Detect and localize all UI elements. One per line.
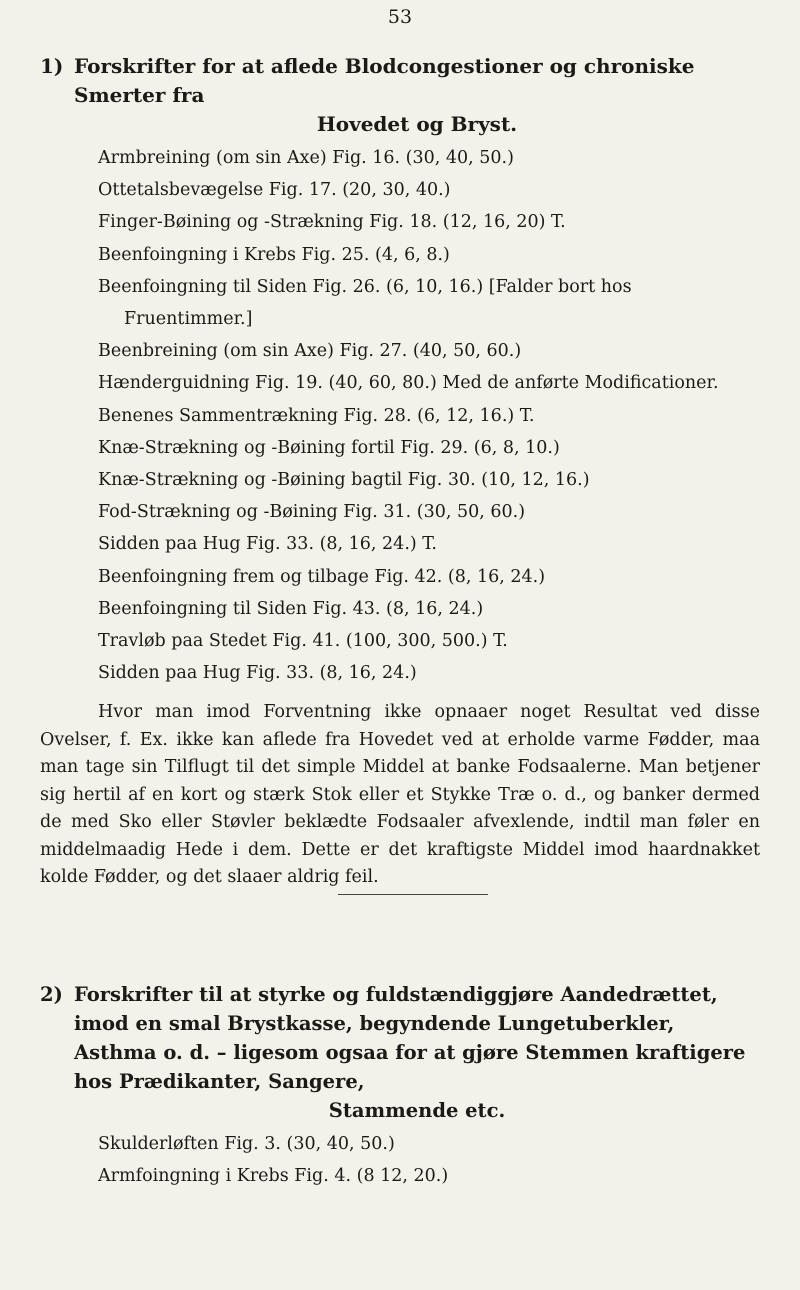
section-divider <box>338 894 488 895</box>
exercise-entry: Knæ-Strækning og -Bøining bagtil Fig. 30. (10, 12, 16.) <box>98 470 590 491</box>
exercise-entry: Finger-Bøining og -Strækning Fig. 18. (12, 16, 20) T. <box>98 212 566 233</box>
exercise-entry: Armbreining (om sin Axe) Fig. 16. (30, 40, 50.) <box>98 148 514 168</box>
section-2-heading <box>40 980 760 1125</box>
exercise-entry: Ottetalsbevægelse Fig. 17. (20, 30, 40.) <box>98 180 451 201</box>
body-paragraph: Hvor man imod Forventning ikke opnaaer noget Resultat ved disse Ovelser, f. Ex. ikke kan aflede fra Hovedet ved at erholde varme Fødder, maa man tage sin Tilflugt til det simple Middel at banke Fodsaalerne. Man betjener sig hertil af en kort og stærk Stok eller et Stykke Træ o. d., og banker dermed de med Sko eller Støvler beklædte Fodsaaler afvexlende, indtil man føler en middelmaadig Hede i dem. Dette er det kraftigste Middel imod haardnakket kolde Fødder, og det slaaer aldrig feil. <box>40 702 760 888</box>
section-1-heading <box>40 52 760 139</box>
exercise-entry: Beenfoingning til Siden Fig. 26. (6, 10, 16.) [Falder bort hos Fruentimmer.] <box>98 276 632 330</box>
section-2-title-continued: Stammende etc. <box>328 1099 506 1122</box>
section-1-number: 1) <box>40 54 64 78</box>
exercise-list <box>98 142 760 689</box>
exercise-entry: Skulderløften Fig. 3. (30, 40, 50.) <box>98 1134 395 1154</box>
page-number: 53 <box>387 6 413 28</box>
exercise-entry: Beenfoingning frem og tilbage Fig. 42. (8, 16, 24.) <box>98 566 546 587</box>
section-2-title: Forskrifter til at styrke og fuldstændiggjøre Aandedrættet, imod en smal Brystkasse, begyndende Lungetuberkler, Asthma o. d. – ligesom ogsaa for at gjøre Stemmen kraftigere hos Prædikanter, Sangere, <box>74 983 746 1093</box>
section-1-title: Forskrifter for at aflede Blodcongestioner og chroniske Smerter fra <box>74 54 695 107</box>
exercise-entry: Beenfoingning til Siden Fig. 43. (8, 16, 24.) <box>98 598 484 619</box>
exercise-entry: Sidden paa Hug Fig. 33. (8, 16, 24.) <box>98 663 417 684</box>
exercise-entry: Fod-Strækning og -Bøining Fig. 31. (30, 50, 60.) <box>98 502 526 523</box>
section-1 <box>40 52 760 895</box>
exercise-entry: Hænderguidning Fig. 19. (40, 60, 80.) Med de anførte Modificationer. <box>98 373 719 394</box>
section-1-title-continued: Hovedet og Bryst. <box>316 112 518 136</box>
section-2 <box>40 980 760 1192</box>
exercise-entry: Travløb paa Stedet Fig. 41. (100, 300, 500.) T. <box>98 631 508 652</box>
exercise-entry: Beenbreining (om sin Axe) Fig. 27. (40, 50, 60.) <box>98 341 522 362</box>
exercise-entry: Benenes Sammentrækning Fig. 28. (6, 12, 16.) T. <box>98 405 535 426</box>
exercise-list <box>98 1128 760 1192</box>
exercise-entry: Sidden paa Hug Fig. 33. (8, 16, 24.) T. <box>98 534 437 555</box>
exercise-entry: Knæ-Strækning og -Bøining fortil Fig. 29. (6, 8, 10.) <box>98 437 560 458</box>
section-2-number: 2) <box>40 983 63 1006</box>
exercise-entry: Beenfoingning i Krebs Fig. 25. (4, 6, 8.) <box>98 244 450 265</box>
exercise-entry: Armfoingning i Krebs Fig. 4. (8 12, 20.) <box>98 1166 449 1187</box>
